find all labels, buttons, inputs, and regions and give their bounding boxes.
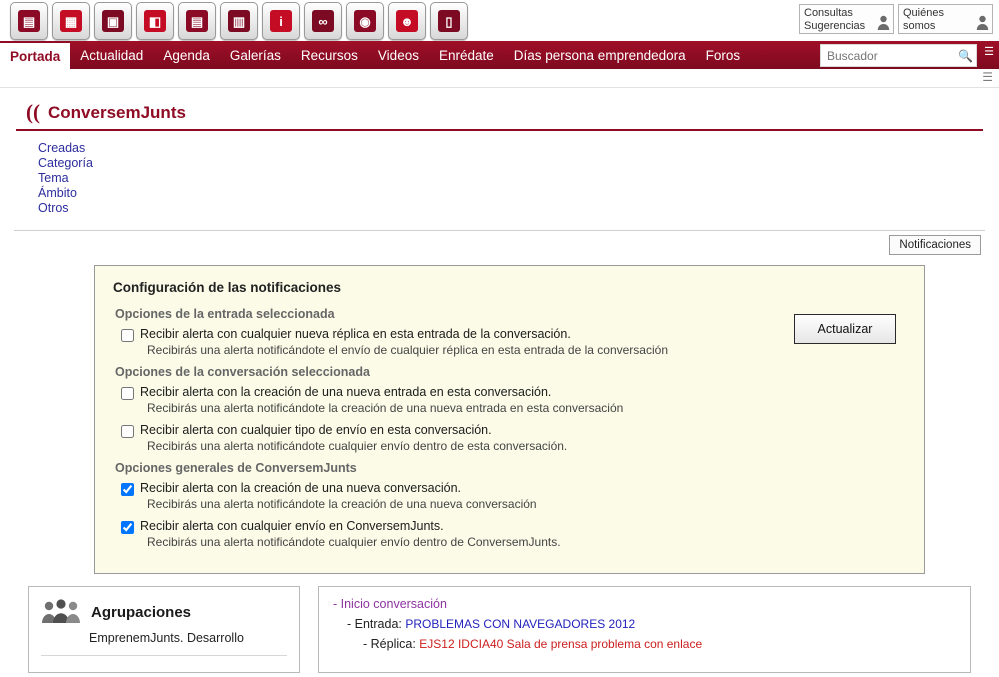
- option-row[interactable]: [121, 327, 906, 342]
- nav-item-portada[interactable]: Portada: [0, 41, 70, 69]
- checkbox-general-cualquier-envio[interactable]: [121, 521, 134, 534]
- nav-item-actualidad[interactable]: Actualidad: [80, 47, 144, 63]
- group-title-generales: Opciones generales de ConversemJunts: [115, 461, 357, 475]
- notebook-icon[interactable]: [10, 2, 48, 40]
- nav-item-enredate[interactable]: Enrédate: [438, 47, 494, 63]
- briefcase-icon[interactable]: [94, 2, 132, 40]
- panel-title: Configuración de las notificaciones: [113, 280, 342, 295]
- thread-entry-link[interactable]: PROBLEMAS CON NAVEGADORES 2012: [405, 617, 636, 631]
- agrupaciones-box: [28, 586, 300, 673]
- option-label: Recibir alerta con cualquier tipo de envío en esta conversación.: [140, 423, 492, 437]
- notebook-icon-glyph: ▤: [18, 10, 40, 32]
- consultas-line1: Consultas: [804, 7, 853, 19]
- search-input[interactable]: [821, 48, 955, 64]
- agrupaciones-header: [41, 597, 287, 627]
- book-icon-glyph: ▦: [60, 10, 82, 32]
- quienes-somos-box[interactable]: [898, 4, 993, 34]
- page-content: [0, 88, 999, 673]
- agrupaciones-subtitle[interactable]: EmprenemJunts. Desarrollo: [89, 631, 244, 645]
- filter-links: [14, 131, 985, 224]
- thread-entry: [347, 617, 956, 631]
- nav-menu-icon[interactable]: ☰: [984, 46, 994, 58]
- page-title-row: [16, 88, 983, 131]
- link-icon-glyph: ∞: [312, 10, 334, 32]
- consultas-sugerencias-box[interactable]: [799, 4, 894, 34]
- option-description: Recibirás una alerta notificándote cualquier envío dentro de ConversemJunts.: [147, 535, 561, 549]
- info-icon[interactable]: [262, 2, 300, 40]
- search-icon[interactable]: 🔍: [958, 48, 973, 63]
- thread-root: [333, 597, 956, 611]
- document-icon-glyph: ▥: [228, 10, 250, 32]
- option-row[interactable]: [121, 385, 906, 400]
- archive-icon-glyph: ▤: [186, 10, 208, 32]
- option-description: Recibirás una alerta notificándote la creación de una nueva conversación: [147, 497, 537, 511]
- nav-item-videos[interactable]: Videos: [377, 47, 419, 63]
- option-row[interactable]: [121, 519, 906, 534]
- option-label: Recibir alerta con la creación de una nueva entrada en esta conversación.: [140, 385, 552, 399]
- user-icon[interactable]: [388, 2, 426, 40]
- tab-notificaciones[interactable]: Notificaciones: [889, 235, 981, 255]
- sub-strip: [0, 69, 999, 88]
- option-label: Recibir alerta con cualquier nueva réplica en esta entrada de la conversación.: [140, 327, 571, 341]
- document-icon[interactable]: [220, 2, 258, 40]
- divider: [41, 655, 287, 656]
- nav-item-foros[interactable]: Foros: [705, 47, 741, 63]
- option-row[interactable]: [121, 481, 906, 496]
- filter-link-otros[interactable]: Otros: [38, 201, 69, 215]
- info-icon-glyph: i: [270, 10, 292, 32]
- checkbox-conversacion-nueva-entrada[interactable]: [121, 387, 134, 400]
- thread-entry-label: - Entrada:: [347, 617, 402, 631]
- group-people-icon: [41, 597, 81, 627]
- briefcase-icon-glyph: ▣: [102, 10, 124, 32]
- clipboard-icon-glyph: ▯: [438, 10, 460, 32]
- nav-item-dias-persona-emprendedora[interactable]: Días persona emprendedora: [513, 47, 686, 63]
- nav-item-agenda[interactable]: Agenda: [163, 47, 210, 63]
- quienes-line1: Quiénes: [903, 7, 944, 19]
- group-title-entrada: Opciones de la entrada seleccionada: [115, 307, 335, 321]
- filter-link-tema[interactable]: Tema: [38, 171, 69, 185]
- megaphone-icon-glyph: ◧: [144, 10, 166, 32]
- option-description: Recibirás una alerta notificándote la creación de una nueva entrada en esta conversación: [147, 401, 624, 415]
- link-icon[interactable]: [304, 2, 342, 40]
- notifications-settings-panel: [94, 265, 925, 574]
- filter-link-creadas[interactable]: Creadas: [38, 141, 86, 155]
- thread-root-link[interactable]: - Inicio conversación: [333, 597, 447, 611]
- lifesaver-icon-glyph: ◉: [354, 10, 376, 32]
- conversemjunts-logo-icon: ((: [26, 100, 40, 124]
- notifications-tab-row: [14, 231, 985, 255]
- archive-icon[interactable]: [178, 2, 216, 40]
- filter-link-ambito[interactable]: Ámbito: [38, 186, 77, 200]
- group-title-conversacion: Opciones de la conversación seleccionada: [115, 365, 370, 379]
- thread-reply-link[interactable]: EJS12 IDCIA40 Sala de prensa problema con enlace: [419, 637, 703, 651]
- nav-item-recursos[interactable]: Recursos: [300, 47, 358, 63]
- option-description: Recibirás una alerta notificándote el envío de cualquier réplica en esta entrada de la conversación: [147, 343, 668, 357]
- main-nav: [0, 41, 999, 69]
- bottom-row: [28, 586, 971, 673]
- page-title: ConversemJunts: [48, 102, 186, 122]
- user-icon-glyph: ☻: [396, 10, 418, 32]
- person-icon: [877, 15, 890, 31]
- checkbox-general-nueva-conversacion[interactable]: [121, 483, 134, 496]
- top-icon-bar: [0, 0, 999, 41]
- megaphone-icon[interactable]: [136, 2, 174, 40]
- app-icon-strip: [10, 2, 468, 40]
- option-label: Recibir alerta con cualquier envío en ConversemJunts.: [140, 519, 444, 533]
- agrupaciones-title: Agrupaciones: [91, 603, 192, 621]
- clipboard-icon[interactable]: [430, 2, 468, 40]
- checkbox-conversacion-cualquier-envio[interactable]: [121, 425, 134, 438]
- checkbox-entrada-replica[interactable]: [121, 329, 134, 342]
- lifesaver-icon[interactable]: [346, 2, 384, 40]
- option-label: Recibir alerta con la creación de una nueva conversación.: [140, 481, 462, 495]
- nav-item-galerias[interactable]: Galerías: [229, 47, 281, 63]
- actualizar-button[interactable]: Actualizar: [794, 314, 896, 344]
- list-view-icon[interactable]: ☰: [982, 70, 993, 84]
- option-row[interactable]: [121, 423, 906, 438]
- option-description: Recibirás una alerta notificándote cualquier envío dentro de esta conversación.: [147, 439, 568, 453]
- thread-reply: [363, 637, 956, 651]
- search-box[interactable]: [820, 44, 977, 67]
- consultas-line2: Sugerencias: [804, 20, 866, 32]
- person-icon: [976, 15, 989, 31]
- top-right-links: [799, 4, 993, 34]
- book-icon[interactable]: [52, 2, 90, 40]
- filter-link-categoria[interactable]: Categoría: [38, 156, 93, 170]
- quienes-line2: somos: [903, 20, 936, 32]
- thread-reply-label: - Réplica:: [363, 637, 416, 651]
- thread-box: [318, 586, 971, 673]
